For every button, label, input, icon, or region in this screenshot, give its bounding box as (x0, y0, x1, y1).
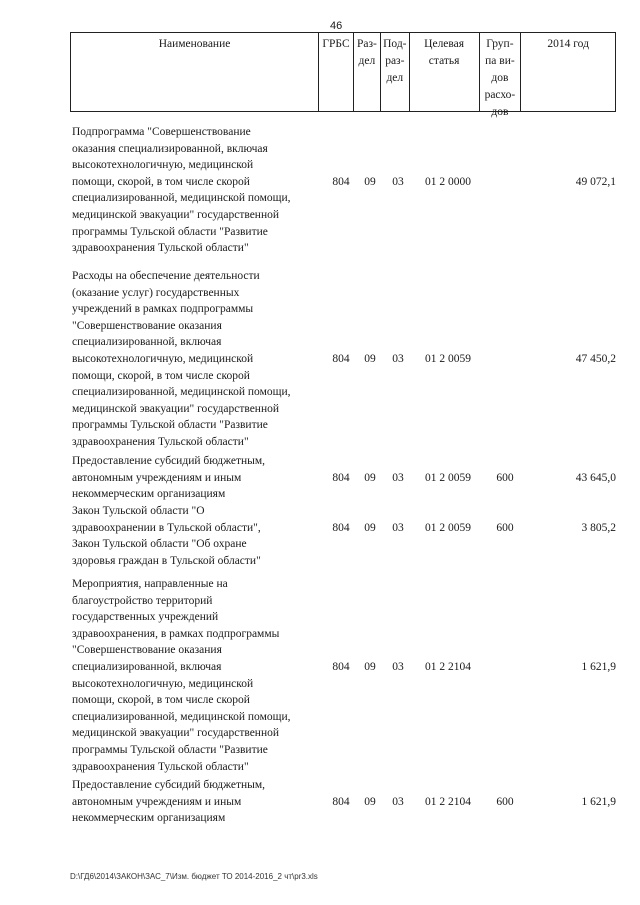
cell-amount: 47 450,2 (575, 353, 616, 365)
description-line: специализированной, включая (72, 660, 222, 673)
description-line: здравоохранения Тульской области" (72, 760, 249, 773)
description-line: здоровья граждан в Тульской области" (72, 554, 261, 567)
cell-amount: 43 645,0 (575, 471, 616, 484)
page-number: 46 (330, 20, 343, 32)
cell-amount: 1 621,9 (581, 661, 616, 673)
cell-amount: 49 072,1 (575, 175, 616, 188)
description-line: (оказание услуг) государственных (72, 286, 240, 299)
header-grbs: ГРБС (319, 33, 354, 111)
header-razdel: Раз- дел (354, 33, 381, 111)
table-header (70, 32, 616, 118)
cell-grbs: 804 (332, 521, 350, 534)
cell-razdel: 09 (364, 661, 376, 673)
description-line: Подпрограмма "Совершенствование (72, 126, 251, 138)
cell-celevaya: 01 2 2104 (425, 661, 471, 673)
cell-celevaya: 01 2 0059 (425, 353, 471, 365)
cell-grbs: 804 (332, 661, 350, 673)
description-line: специализированной, медицинской помощи, (72, 710, 291, 723)
description-line: медицинской эвакуации" государственной (72, 402, 280, 415)
row-description (72, 777, 320, 827)
description-line: специализированной, медицинской помощи, (72, 192, 291, 205)
description-line: оказания специализированной, включая (72, 142, 268, 155)
cell-podrazdel: 03 (392, 471, 404, 484)
cell-grbs: 804 (332, 471, 350, 484)
description-line: Предоставление субсидий бюджетным, (72, 779, 266, 791)
description-line: программы Тульской области "Развитие (72, 419, 268, 432)
description-line: Предоставление субсидий бюджетным, (72, 455, 266, 467)
description-line: некоммерческим организациям (72, 488, 226, 501)
cell-podrazdel: 03 (392, 795, 404, 808)
description-line: благоустройство территорий (72, 594, 213, 607)
header-year: 2014 год (547, 38, 589, 50)
description-line: высокотехнологичную, медицинской (72, 677, 254, 690)
cell-razdel: 09 (364, 521, 376, 534)
description-line: здравоохранения, в рамках подпрограммы (72, 627, 280, 640)
row-description (72, 268, 320, 451)
description-line: Расходы на обеспечение деятельности (72, 270, 260, 282)
header-celevaya-statya: Целевая статья (410, 33, 480, 111)
cell-podrazdel: 03 (392, 521, 404, 534)
description-line: специализированной, включая (72, 336, 222, 349)
cell-celevaya: 01 2 0000 (425, 175, 471, 188)
description-line: учреждений в рамках подпрограммы (72, 303, 254, 316)
cell-amount: 1 621,9 (581, 795, 616, 808)
description-line: медицинской эвакуации" государственной (72, 727, 280, 740)
description-line: высокотехнологичную, медицинской (72, 159, 254, 172)
description-line: программы Тульской области "Развитие (72, 225, 268, 238)
description-line: специализированной, медицинской помощи, (72, 386, 291, 399)
cell-podrazdel: 03 (392, 661, 404, 673)
cell-razdel: 09 (364, 471, 376, 484)
description-line: здравоохранения Тульской области" (72, 242, 249, 255)
cell-razdel: 09 (364, 353, 376, 365)
description-line: автономным учреждениям и иным (72, 795, 242, 808)
cell-gruppa: 600 (496, 471, 514, 484)
cell-grbs: 804 (332, 175, 350, 188)
row-description (72, 503, 320, 569)
description-line: автономным учреждениям и иным (72, 471, 242, 484)
description-line: помощи, скорой, в том числе скорой (72, 694, 250, 707)
cell-razdel: 09 (364, 795, 376, 808)
description-line: Закон Тульской области "О (72, 505, 205, 517)
cell-celevaya: 01 2 2104 (425, 795, 471, 808)
description-line: "Совершенствование оказания (72, 319, 222, 332)
footer-file-path: D:\ГД6\2014\ЗАКОН\ЗАС_7\Изм. бюджет ТО 2014-2016_2 чт\pr3.xls (70, 872, 318, 881)
header-gruppa-vidov: Груп- па ви- дов расхо- дов (480, 33, 522, 111)
cell-podrazdel: 03 (392, 353, 404, 365)
description-line: программы Тульской области "Развитие (72, 743, 268, 756)
cell-gruppa: 600 (496, 795, 514, 808)
cell-grbs: 804 (332, 353, 350, 365)
cell-podrazdel: 03 (392, 175, 404, 188)
description-line: некоммерческим организациям (72, 812, 226, 825)
cell-amount: 3 805,2 (581, 521, 616, 534)
row-description (72, 124, 320, 257)
cell-razdel: 09 (364, 175, 376, 188)
description-line: помощи, скорой, в том числе скорой (72, 175, 250, 188)
description-line: высокотехнологичную, медицинской (72, 352, 254, 365)
description-line: здравоохранении в Тульской области", (72, 521, 261, 534)
cell-celevaya: 01 2 0059 (425, 521, 471, 534)
description-line: помощи, скорой, в том числе скорой (72, 369, 250, 382)
header-name: Наименование (71, 33, 319, 111)
row-description (72, 576, 320, 775)
cell-celevaya: 01 2 0059 (425, 471, 471, 484)
description-line: здравоохранения Тульской области" (72, 435, 249, 448)
description-line: "Совершенствование оказания (72, 644, 222, 657)
description-line: Мероприятия, направленные на (72, 578, 228, 590)
cell-grbs: 804 (332, 795, 350, 808)
row-description (72, 453, 320, 503)
description-line: государственных учреждений (72, 611, 219, 624)
cell-gruppa: 600 (496, 521, 514, 534)
description-line: медицинской эвакуации" государственной (72, 208, 280, 221)
header-podrazdel: Под- раз- дел (381, 33, 410, 111)
description-line: Закон Тульской области "Об охране (72, 538, 247, 551)
